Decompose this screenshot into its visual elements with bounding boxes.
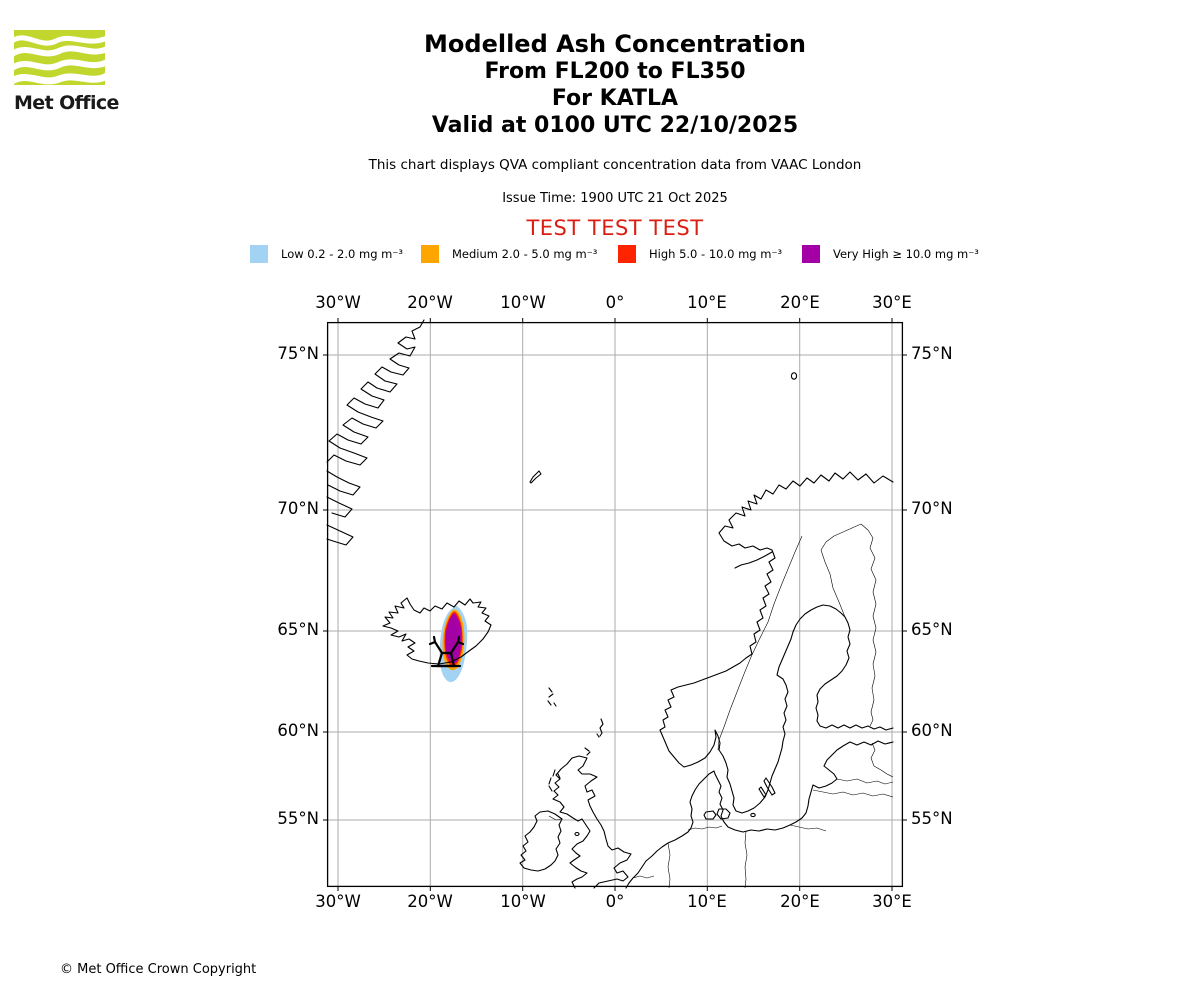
xtick-bottom-10w: 10°W: [500, 892, 546, 911]
copyright-notice: © Met Office Crown Copyright: [60, 962, 257, 977]
volcano-line: For KATLA: [551, 86, 679, 111]
chart-title: Modelled Ash Concentration: [424, 30, 806, 58]
coast-shetland: [597, 719, 603, 737]
legend-label-medium: Medium 2.0 - 5.0 mg m⁻³: [452, 247, 598, 261]
border-estonia-russia: [871, 743, 893, 777]
xtick-top-30w: 30°W: [315, 293, 361, 312]
flight-level-line: From FL200 to FL350: [484, 59, 746, 84]
xtick-bottom-30w: 30°W: [315, 892, 361, 911]
xtick-top-20e: 20°E: [780, 293, 820, 312]
ytick-left-55n: 55°N: [277, 809, 319, 828]
map-panel: [327, 322, 903, 887]
border-denmark-germany: [688, 826, 722, 830]
xtick-top-20w: 20°W: [407, 293, 453, 312]
coast-isle-of-man: [575, 833, 579, 836]
xtick-bottom-20w: 20°W: [407, 892, 453, 911]
legend-label-very-high: Very High ≥ 10.0 mg m⁻³: [833, 247, 979, 261]
legend-label-high: High 5.0 - 10.0 mg m⁻³: [649, 247, 783, 261]
map-canvas: [327, 322, 903, 887]
legend-swatch-high: [618, 245, 636, 263]
xtick-top-10w: 10°W: [500, 293, 546, 312]
xtick-bottom-0: 0°: [605, 892, 625, 911]
xtick-top-0: 0°: [605, 293, 625, 312]
xtick-bottom-10e: 10°E: [687, 892, 727, 911]
ytick-right-70n: 70°N: [911, 499, 953, 518]
legend-label-low: Low 0.2 - 2.0 mg m⁻³: [281, 247, 404, 261]
qva-compliance-note: This chart displays QVA compliant concentration data from VAAC London: [368, 157, 862, 173]
border-lithuania-poland: [790, 825, 826, 831]
xtick-top-10e: 10°E: [687, 293, 727, 312]
legend-item-very-high: [802, 244, 979, 264]
border-finland-russia: [861, 524, 876, 726]
ytick-left-65n: 65°N: [277, 620, 319, 639]
legend-swatch-medium: [421, 245, 439, 263]
ytick-right-60n: 60°N: [911, 721, 953, 740]
xtick-bottom-30e: 30°E: [872, 892, 912, 911]
border-sweden-finland-norway: [821, 524, 861, 617]
ytick-left-75n: 75°N: [277, 344, 319, 363]
legend-item-high: [618, 244, 782, 264]
coastlines: [327, 320, 893, 888]
coast-zealand: [717, 809, 730, 819]
ytick-right-75n: 75°N: [911, 344, 953, 363]
legend-swatch-very-high: [802, 245, 820, 263]
coast-greenland: [327, 320, 424, 545]
grid-lines: [327, 322, 903, 887]
coast-scandinavia: [660, 472, 893, 813]
border-germany-netherlands: [668, 843, 670, 888]
xtick-top-30e: 30°E: [872, 293, 912, 312]
coast-faroes: [548, 688, 556, 706]
xtick-bottom-20e: 20°E: [780, 892, 820, 911]
border-latvia-lithuania: [813, 790, 893, 797]
country-borders: [549, 524, 893, 888]
coast-baltic-south: [626, 741, 893, 888]
border-estonia-latvia: [837, 779, 893, 784]
legend-item-low: [250, 244, 403, 264]
test-banner: TEST TEST TEST: [526, 216, 704, 240]
valid-time-line: Valid at 0100 UTC 22/10/2025: [431, 113, 799, 138]
legend-item-medium: [421, 244, 597, 264]
coast-jan-mayen: [530, 471, 541, 483]
title-block: [30, 30, 1200, 139]
coast-oland: [759, 787, 766, 797]
coast-bornholm: [751, 813, 755, 816]
ytick-left-60n: 60°N: [277, 721, 319, 740]
coast-orkney: [585, 748, 590, 755]
coast-great-britain: [553, 756, 631, 888]
border-netherlands-belgium: [633, 876, 654, 878]
ytick-left-70n: 70°N: [277, 499, 319, 518]
met-office-logo-text: Met Office: [14, 92, 119, 114]
issue-time: Issue Time: 1900 UTC 21 Oct 2025: [502, 191, 728, 206]
legend-swatch-low: [250, 245, 268, 263]
coast-bear-island: [791, 373, 796, 379]
coast-lofoten: [735, 552, 772, 568]
border-poland-germany: [745, 831, 747, 888]
coast-fyn: [704, 811, 716, 819]
ytick-right-55n: 55°N: [911, 809, 953, 828]
ytick-right-65n: 65°N: [911, 620, 953, 639]
